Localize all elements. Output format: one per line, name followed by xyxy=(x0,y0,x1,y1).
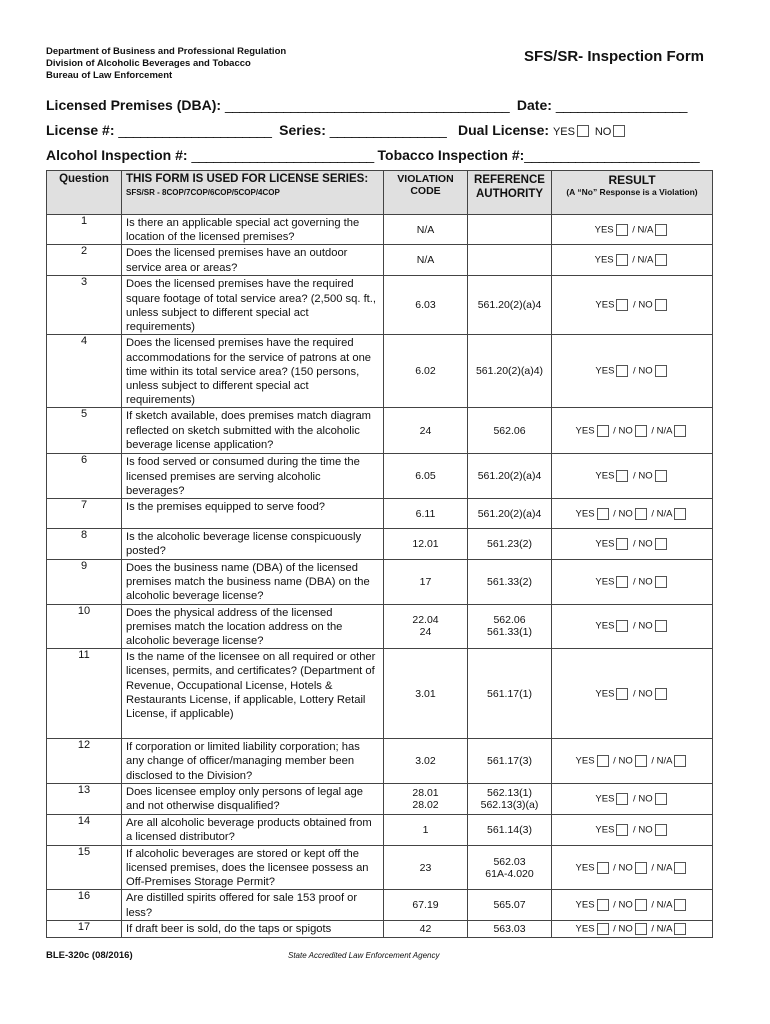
reference-authority: 561.20(2)(a)4 xyxy=(468,454,552,499)
result-option-label: NO xyxy=(618,899,633,911)
result-option-label: N/A xyxy=(656,508,673,520)
result-option-label: NO xyxy=(618,755,633,767)
result-options xyxy=(552,454,713,499)
table-row xyxy=(47,845,713,890)
form-series-title: THIS FORM IS USED FOR LICENSE SERIES: xyxy=(126,173,369,185)
date-label: Date: xyxy=(516,97,552,113)
reference-authority: 561.17(3) xyxy=(468,739,552,784)
result-option-label: YES xyxy=(575,923,595,935)
result-checkbox-na[interactable] xyxy=(674,923,686,935)
license-field[interactable]: _____________________ xyxy=(118,122,272,138)
question-number: 3 xyxy=(47,276,122,335)
result-option-label: N/A xyxy=(656,425,673,437)
result-checkbox-yes[interactable] xyxy=(597,923,609,935)
table-row xyxy=(47,890,713,921)
result-option-label: NO xyxy=(618,923,633,935)
reference-authority: 563.03 xyxy=(468,921,552,937)
option-separator: / xyxy=(648,899,657,911)
result-checkbox-no[interactable] xyxy=(635,425,647,437)
reference-authority: 562.06 xyxy=(468,408,552,454)
result-options xyxy=(552,739,713,784)
tobacco-label: Tobacco Inspection #: xyxy=(377,147,525,163)
result-checkbox-no[interactable] xyxy=(635,862,647,874)
reference-authority: 561.14(3) xyxy=(468,814,552,845)
result-options xyxy=(552,560,713,605)
result-checkbox-na[interactable] xyxy=(674,755,686,767)
result-options xyxy=(552,215,713,245)
question-text: Does the licensed premises have the required square footage of total service area? (2,500 sq. ft., unless subject to different special act requirements) xyxy=(122,276,384,335)
violation-code: 6.02 xyxy=(384,335,468,408)
result-option-label: YES xyxy=(575,755,595,767)
result-checkbox-no[interactable] xyxy=(635,899,647,911)
option-separator: / xyxy=(648,508,657,520)
result-option-label: N/A xyxy=(656,923,673,935)
option-separator: / xyxy=(630,365,639,377)
agency-line-2: Division of Alcoholic Beverages and Tobacco xyxy=(46,58,251,69)
result-checkbox-na[interactable] xyxy=(674,899,686,911)
reference-authority: 562.06 561.33(1) xyxy=(468,604,552,649)
reference-authority xyxy=(468,245,552,276)
result-option-label: YES xyxy=(594,224,614,236)
result-option-label: YES xyxy=(595,576,615,588)
result-checkbox-na[interactable] xyxy=(655,224,667,236)
result-checkbox-no[interactable] xyxy=(655,365,667,377)
result-checkbox-yes[interactable] xyxy=(597,508,609,520)
violation-code: 3.02 xyxy=(384,739,468,784)
question-text: Is the alcoholic beverage license conspicuously posted? xyxy=(122,529,384,560)
result-option-label: YES xyxy=(595,824,615,836)
result-sub: (A “No” Response is a Violation) xyxy=(566,187,698,197)
licensed-premises-field[interactable]: _______________________________________ xyxy=(224,97,510,113)
reference-authority: 562.03 61A-4.020 xyxy=(468,845,552,890)
result-options xyxy=(552,921,713,937)
result-option-label: NO xyxy=(638,576,653,588)
violation-code: 24 xyxy=(384,408,468,454)
result-option-label: YES xyxy=(595,793,615,805)
form-series-header xyxy=(122,171,384,215)
agency-line-1: Department of Business and Professional Regulation xyxy=(46,46,287,57)
option-separator: / xyxy=(630,538,639,550)
result-checkbox-no[interactable] xyxy=(655,470,667,482)
result-option-label: YES xyxy=(575,508,595,520)
question-number: 15 xyxy=(47,845,122,890)
result-checkbox-no[interactable] xyxy=(655,824,667,836)
option-separator: / xyxy=(610,923,619,935)
option-separator: / xyxy=(629,254,638,266)
result-option-label: N/A xyxy=(656,862,673,874)
result-checkbox-yes[interactable] xyxy=(616,688,628,700)
result-option-label: N/A xyxy=(656,755,673,767)
result-option-label: NO xyxy=(638,365,653,377)
reference-authority: 562.13(1) 562.13(3)(a) xyxy=(468,783,552,814)
question-text: Does licensee employ only persons of legal age and not otherwise disqualified? xyxy=(122,783,384,814)
result-option-label: YES xyxy=(575,862,595,874)
question-number: 17 xyxy=(47,921,122,937)
result-checkbox-na[interactable] xyxy=(674,508,686,520)
tobacco-field[interactable]: ________________________ xyxy=(524,147,700,163)
violation-code: 6.11 xyxy=(384,499,468,529)
violation-code: 3.01 xyxy=(384,649,468,739)
option-separator: / xyxy=(630,620,639,632)
result-options xyxy=(552,408,713,454)
option-separator: / xyxy=(610,425,619,437)
alcohol-label: Alcohol Inspection #: xyxy=(46,147,188,163)
result-checkbox-no[interactable] xyxy=(655,688,667,700)
result-checkbox-yes[interactable] xyxy=(616,538,628,550)
result-option-label: YES xyxy=(595,620,615,632)
table-row xyxy=(47,335,713,408)
question-number: 2 xyxy=(47,245,122,276)
option-separator: / xyxy=(630,688,639,700)
question-number: 10 xyxy=(47,604,122,649)
violation-code: 6.03 xyxy=(384,276,468,335)
result-checkbox-yes[interactable] xyxy=(616,299,628,311)
question-number: 1 xyxy=(47,215,122,245)
result-option-label: YES xyxy=(595,470,615,482)
option-separator: / xyxy=(630,824,639,836)
result-options xyxy=(552,890,713,921)
option-separator: / xyxy=(648,862,657,874)
option-separator: / xyxy=(630,576,639,588)
option-separator: / xyxy=(629,224,638,236)
table-row xyxy=(47,604,713,649)
result-checkbox-yes[interactable] xyxy=(616,365,628,377)
result-checkbox-yes[interactable] xyxy=(597,862,609,874)
reference-authority: 565.07 xyxy=(468,890,552,921)
result-checkbox-no[interactable] xyxy=(655,538,667,550)
result-options xyxy=(552,276,713,335)
question-number: 6 xyxy=(47,454,122,499)
result-checkbox-yes[interactable] xyxy=(616,793,628,805)
inspection-table xyxy=(46,170,713,938)
question-number: 9 xyxy=(47,560,122,605)
table-row xyxy=(47,215,713,245)
question-number: 13 xyxy=(47,783,122,814)
result-checkbox-yes[interactable] xyxy=(616,470,628,482)
question-number: 16 xyxy=(47,890,122,921)
result-option-label: NO xyxy=(638,824,653,836)
table-row xyxy=(47,499,713,529)
series-field[interactable]: ________________ xyxy=(329,122,447,138)
alcohol-field[interactable]: _________________________ xyxy=(191,147,374,163)
question-number: 5 xyxy=(47,408,122,454)
table-row xyxy=(47,245,713,276)
result-checkbox-no[interactable] xyxy=(655,793,667,805)
result-header xyxy=(552,171,713,215)
result-checkbox-no[interactable] xyxy=(655,620,667,632)
table-row xyxy=(47,739,713,784)
table-row xyxy=(47,921,713,937)
reference-authority xyxy=(468,215,552,245)
reference-authority: 561.20(2)(a)4 xyxy=(468,276,552,335)
dual-yes-checkbox[interactable] xyxy=(577,125,589,137)
result-option-label: NO xyxy=(638,470,653,482)
result-title: RESULT xyxy=(608,173,656,187)
question-text: Does the licensed premises have an outdoor service area or areas? xyxy=(122,245,384,276)
result-option-label: NO xyxy=(618,425,633,437)
violation-code: N/A xyxy=(384,245,468,276)
question-text: If corporation or limited liability corporation; has any change of officer/managing member been disclosed to the Division? xyxy=(122,739,384,784)
violation-code: 6.05 xyxy=(384,454,468,499)
result-options xyxy=(552,245,713,276)
result-options xyxy=(552,529,713,560)
result-checkbox-na[interactable] xyxy=(674,862,686,874)
option-separator: / xyxy=(648,923,657,935)
result-option-label: NO xyxy=(638,688,653,700)
result-options xyxy=(552,499,713,529)
form-number: BLE-320c (08/2016) xyxy=(46,950,133,961)
violation-code: 23 xyxy=(384,845,468,890)
result-option-label: NO xyxy=(638,538,653,550)
reference-header: REFERENCE AUTHORITY xyxy=(468,171,552,215)
violation-code: 12.01 xyxy=(384,529,468,560)
result-checkbox-yes[interactable] xyxy=(597,899,609,911)
violation-code: N/A xyxy=(384,215,468,245)
option-separator: / xyxy=(610,862,619,874)
violation-header: VIOLATION CODE xyxy=(384,171,468,215)
result-checkbox-yes[interactable] xyxy=(616,824,628,836)
question-text: If draft beer is sold, do the taps or spigots xyxy=(122,921,384,937)
agency-line-3: Bureau of Law Enforcement xyxy=(46,70,173,81)
result-option-label: NO xyxy=(638,299,653,311)
dual-yes-label: YES xyxy=(552,126,575,138)
table-row xyxy=(47,814,713,845)
question-text: Does the physical address of the licensed premises match the location address on the alcoholic beverage license? xyxy=(122,604,384,649)
question-text: Is the name of the licensee on all required or other licenses, permits, and certificates? (Department of Revenue, Occupational License, Hotels & Restaurants License, if applicable, Lottery Retail License, if applicable) xyxy=(122,649,384,739)
question-text: Does the business name (DBA) of the licensed premises match the business name (DBA) on the alcoholic beverage license? xyxy=(122,560,384,605)
question-text: Does the licensed premises have the required accommodations for the service of patrons at one time within its total service area? (150 persons, unless subject to different special act requirements) xyxy=(122,335,384,408)
result-checkbox-no[interactable] xyxy=(635,508,647,520)
result-checkbox-yes[interactable] xyxy=(616,254,628,266)
option-separator: / xyxy=(610,508,619,520)
reference-authority: 561.17(1) xyxy=(468,649,552,739)
result-option-label: YES xyxy=(595,538,615,550)
table-row xyxy=(47,454,713,499)
result-options xyxy=(552,335,713,408)
form-series-sub: SFS/SR - 8COP/7COP/6COP/5COP/4COP xyxy=(126,188,280,197)
violation-code: 17 xyxy=(384,560,468,605)
question-number: 11 xyxy=(47,649,122,739)
table-row xyxy=(47,783,713,814)
result-options xyxy=(552,783,713,814)
result-option-label: YES xyxy=(575,899,595,911)
result-checkbox-yes[interactable] xyxy=(616,620,628,632)
reference-authority: 561.33(2) xyxy=(468,560,552,605)
series-label: Series: xyxy=(279,122,326,138)
question-text: Are distilled spirits offered for sale 153 proof or less? xyxy=(122,890,384,921)
dual-no-checkbox[interactable] xyxy=(613,125,625,137)
option-separator: / xyxy=(630,299,639,311)
license-line xyxy=(46,122,627,138)
license-label: License #: xyxy=(46,122,115,138)
result-option-label: NO xyxy=(618,508,633,520)
dual-no-label: NO xyxy=(594,126,612,138)
option-separator: / xyxy=(610,755,619,767)
question-text: Is there an applicable special act governing the location of the licensed premises? xyxy=(122,215,384,245)
inspection-line xyxy=(46,147,699,163)
result-option-label: YES xyxy=(595,365,615,377)
result-option-label: NO xyxy=(618,862,633,874)
result-option-label: YES xyxy=(575,425,595,437)
reference-authority: 561.20(2)(a)4) xyxy=(468,335,552,408)
option-separator: / xyxy=(648,755,657,767)
result-option-label: YES xyxy=(594,254,614,266)
question-number: 14 xyxy=(47,814,122,845)
result-checkbox-no[interactable] xyxy=(635,755,647,767)
question-number: 7 xyxy=(47,499,122,529)
violation-code: 67.19 xyxy=(384,890,468,921)
violation-code: 22.04 24 xyxy=(384,604,468,649)
question-text: Are all alcoholic beverage products obtained from a licensed distributor? xyxy=(122,814,384,845)
licensed-premises-line xyxy=(46,97,687,113)
result-checkbox-yes[interactable] xyxy=(616,576,628,588)
dual-license-label: Dual License: xyxy=(458,122,550,138)
reference-authority: 561.20(2)(a)4 xyxy=(468,499,552,529)
result-options xyxy=(552,845,713,890)
date-field[interactable]: __________________ xyxy=(555,97,687,113)
question-number: 4 xyxy=(47,335,122,408)
violation-code: 1 xyxy=(384,814,468,845)
agency-block xyxy=(46,46,286,82)
result-options xyxy=(552,649,713,739)
agency-note: State Accredited Law Enforcement Agency xyxy=(288,951,440,960)
question-text: Is the premises equipped to serve food? xyxy=(122,499,384,529)
result-checkbox-yes[interactable] xyxy=(597,755,609,767)
result-option-label: YES xyxy=(595,688,615,700)
result-option-label: N/A xyxy=(637,224,654,236)
result-checkbox-no[interactable] xyxy=(655,299,667,311)
question-header: Question xyxy=(47,171,122,215)
result-checkbox-yes[interactable] xyxy=(616,224,628,236)
table-row xyxy=(47,649,713,739)
table-row xyxy=(47,560,713,605)
table-row xyxy=(47,276,713,335)
result-option-label: N/A xyxy=(637,254,654,266)
result-options xyxy=(552,604,713,649)
violation-code: 42 xyxy=(384,921,468,937)
result-checkbox-no[interactable] xyxy=(655,576,667,588)
table-row xyxy=(47,408,713,454)
question-text: If sketch available, does premises match diagram reflected on sketch submitted with the alcoholic beverage license application? xyxy=(122,408,384,454)
question-number: 12 xyxy=(47,739,122,784)
option-separator: / xyxy=(630,470,639,482)
question-number: 8 xyxy=(47,529,122,560)
result-checkbox-yes[interactable] xyxy=(597,425,609,437)
result-checkbox-na[interactable] xyxy=(674,425,686,437)
result-option-label: YES xyxy=(595,299,615,311)
question-text: Is food served or consumed during the time the licensed premises are serving alcoholic beverages? xyxy=(122,454,384,499)
result-checkbox-na[interactable] xyxy=(655,254,667,266)
result-options xyxy=(552,814,713,845)
result-option-label: NO xyxy=(638,793,653,805)
violation-code: 28.01 28.02 xyxy=(384,783,468,814)
result-checkbox-no[interactable] xyxy=(635,923,647,935)
reference-authority: 561.23(2) xyxy=(468,529,552,560)
result-option-label: N/A xyxy=(656,899,673,911)
question-text: If alcoholic beverages are stored or kept off the licensed premises, does the licensee possess an Off-Premises Storage Permit? xyxy=(122,845,384,890)
option-separator: / xyxy=(648,425,657,437)
option-separator: / xyxy=(630,793,639,805)
result-option-label: NO xyxy=(638,620,653,632)
licensed-premises-label: Licensed Premises (DBA): xyxy=(46,97,222,113)
form-title: SFS/SR- Inspection Form xyxy=(524,48,705,65)
table-row xyxy=(47,529,713,560)
option-separator: / xyxy=(610,899,619,911)
